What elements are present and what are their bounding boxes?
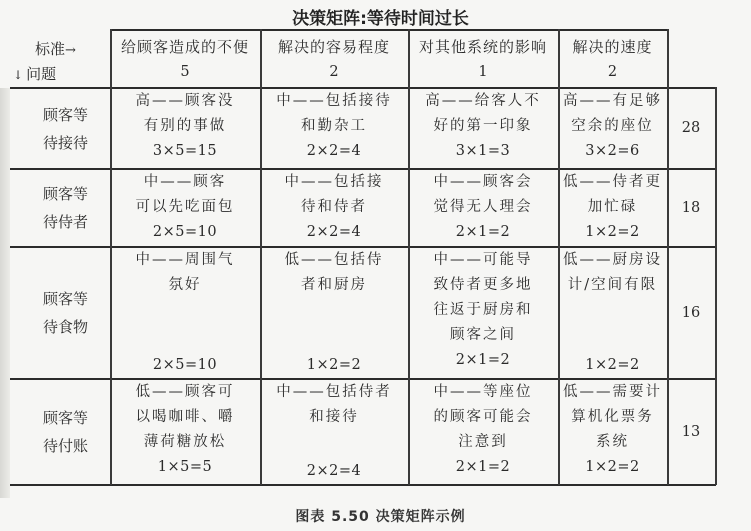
column-weight: 1	[478, 64, 488, 80]
cell-text: 中——可能导	[433, 252, 533, 268]
problem-text: 顾客等	[43, 290, 89, 308]
column-weight: 2	[329, 64, 339, 80]
problem-cell-reception	[10, 89, 110, 168]
cell-text: 顾客之间	[450, 327, 516, 343]
cell-text: 算机化票务	[571, 409, 654, 425]
matrix-cell	[558, 170, 667, 246]
matrix-cell	[408, 89, 558, 168]
matrix-cell	[110, 248, 260, 378]
cell-text: 空余的座位	[571, 118, 654, 134]
criteria-label: 标准	[35, 40, 66, 58]
matrix-cell	[260, 380, 408, 484]
table-top-border	[110, 29, 668, 31]
table-bottom-border	[10, 484, 716, 486]
matrix-cell	[260, 248, 408, 378]
cell-text: 低——需要计	[563, 384, 662, 400]
matrix-cell	[260, 170, 408, 246]
problem-cell-food	[10, 248, 110, 378]
problem-header-label	[13, 63, 56, 84]
problem-text: 顾客等	[43, 409, 89, 427]
cell-text: 低——侍者更	[563, 174, 662, 190]
cell-calc: 3×5=15	[152, 143, 218, 159]
cell-text: 中——顾客会	[433, 174, 533, 190]
figure-caption: 图表 5.50 决策矩阵示例	[295, 509, 466, 525]
cell-text: 中——周围气	[135, 252, 235, 268]
criteria-header-label	[35, 38, 74, 59]
matrix-cell	[260, 89, 408, 168]
total-score: 28	[681, 120, 701, 136]
column-header-inconvenience	[110, 35, 260, 87]
cell-text: 高——给客人不	[425, 93, 541, 109]
cell-calc: 1×2=2	[585, 459, 640, 475]
matrix-cell	[110, 380, 260, 484]
matrix-cell	[558, 248, 667, 378]
problem-text: 待接待	[43, 133, 89, 152]
cell-calc: 2×2=4	[306, 463, 362, 479]
problem-cell-waiter	[10, 170, 110, 246]
cell-calc: 3×1=3	[455, 143, 511, 159]
matrix-cell	[408, 248, 558, 378]
total-score: 18	[681, 199, 701, 216]
cell-text: 注意到	[458, 434, 508, 450]
total-score: 16	[681, 304, 701, 321]
cell-text: 低——包括侍	[284, 252, 384, 268]
column-header-impact	[408, 35, 558, 87]
cell-text: 觉得无人理会	[433, 199, 533, 215]
cell-calc: 2×2=4	[306, 224, 362, 240]
matrix-cell	[558, 380, 667, 484]
cell-text: 氛好	[168, 277, 202, 293]
matrix-cell	[408, 380, 558, 484]
cell-text: 好的第一印象	[433, 118, 533, 134]
cell-text: 者和厨房	[301, 277, 367, 293]
column-header-ease	[260, 35, 408, 87]
cell-calc: 2×1=2	[455, 352, 511, 368]
cell-text: 薄荷糖放松	[143, 434, 227, 450]
cell-calc: 3×2=6	[585, 143, 640, 159]
cell-text: 可以先吃面包	[135, 199, 235, 215]
matrix-cell	[558, 89, 667, 168]
cell-calc: 1×2=2	[585, 357, 640, 373]
column-header-speed	[558, 35, 667, 87]
cell-text: 和勤杂工	[301, 118, 367, 134]
total-score: 13	[681, 423, 701, 440]
problem-label: 问题	[26, 65, 57, 83]
cell-text: 中——包括侍者	[276, 384, 392, 400]
table-right-border	[715, 87, 717, 485]
column-name: 解决的速度	[572, 38, 653, 56]
cell-text: 致侍者更多地	[433, 277, 533, 293]
cell-text: 中——包括接	[284, 174, 384, 190]
column-name: 给顾客造成的不便	[120, 38, 249, 56]
cell-calc: 2×1=2	[455, 459, 511, 475]
cell-calc: 1×5=5	[157, 459, 213, 475]
column-weight: 2	[607, 64, 618, 80]
matrix-cell	[110, 89, 260, 168]
cell-text: 低——顾客可	[135, 384, 235, 400]
cell-calc: 2×5=10	[152, 224, 218, 240]
cell-text: 低——厨房设	[563, 252, 662, 268]
table-title: 决策矩阵:等待时间过长	[292, 9, 469, 29]
right-arrow-icon: →	[65, 43, 74, 58]
problem-text: 顾客等	[43, 185, 89, 203]
problem-text: 顾客等	[43, 105, 89, 124]
cell-text: 系统	[596, 434, 629, 450]
cell-calc: 2×5=10	[152, 357, 218, 373]
cell-text: 往返于厨房和	[433, 302, 533, 318]
cell-text: 有别的事做	[143, 118, 227, 134]
problem-text: 待侍者	[43, 213, 89, 231]
cell-calc: 1×2=2	[585, 224, 640, 240]
cell-text: 中——包括接待	[276, 93, 392, 109]
cell-text: 加忙碌	[587, 199, 638, 215]
down-arrow-icon: ↓	[13, 68, 24, 82]
cell-text: 待和侍者	[301, 199, 367, 215]
cell-text: 高——有足够	[563, 93, 662, 109]
cell-calc: 2×2=4	[306, 143, 362, 159]
cell-text: 高——顾客没	[135, 93, 235, 109]
problem-text: 待付账	[43, 437, 89, 455]
matrix-cell	[408, 170, 558, 246]
column-name: 对其他系统的影响	[418, 38, 547, 56]
cell-text: 和接待	[309, 409, 359, 425]
page-edge-shadow	[0, 88, 10, 498]
cell-calc: 1×2=2	[306, 357, 362, 373]
problem-text: 待食物	[43, 318, 89, 336]
cell-text: 计/空间有限	[567, 277, 658, 293]
column-name: 解决的容易程度	[277, 38, 390, 56]
problem-cell-payment	[10, 380, 110, 484]
matrix-cell	[110, 170, 260, 246]
column-weight: 5	[180, 64, 190, 80]
cell-calc: 2×1=2	[455, 224, 511, 240]
cell-text: 中——顾客	[143, 174, 227, 190]
cell-text: 中——等座位	[433, 384, 533, 400]
cell-text: 的顾客可能会	[433, 409, 533, 425]
cell-text: 以喝咖啡、嚼	[135, 409, 235, 425]
